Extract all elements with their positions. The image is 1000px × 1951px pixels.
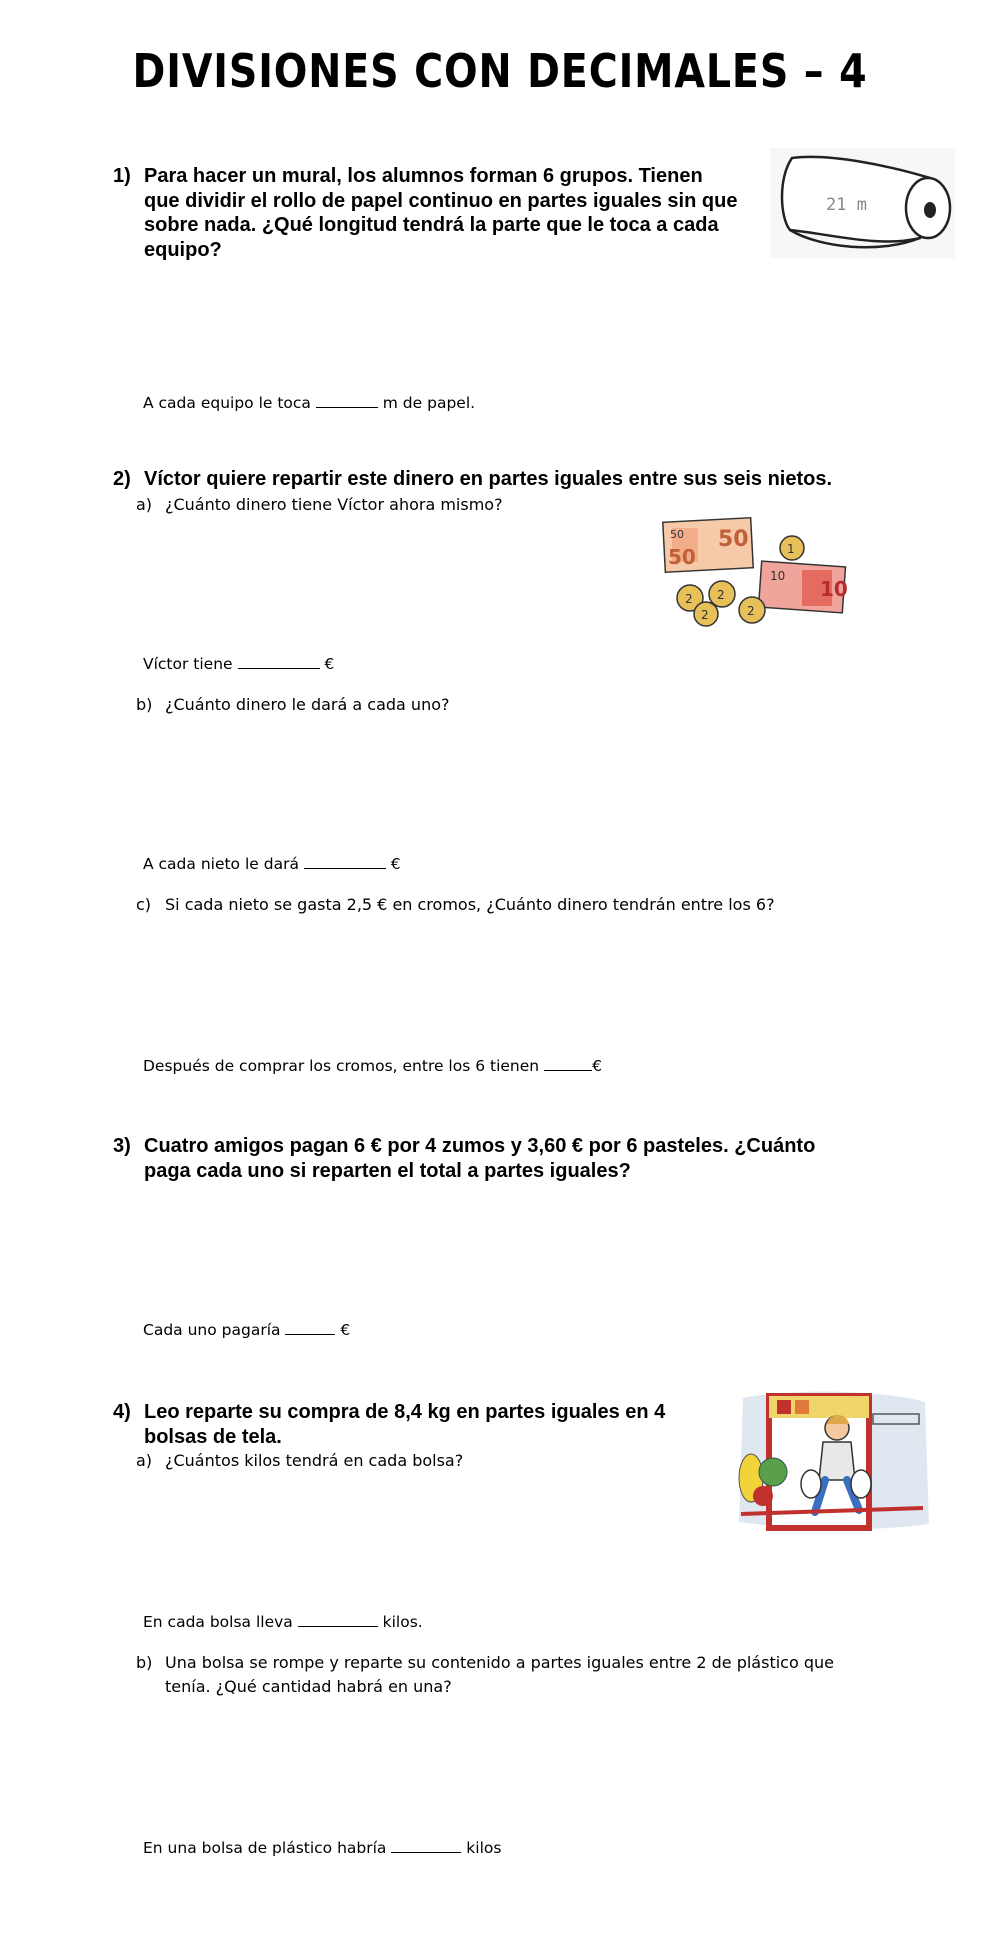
paper-roll-illustration bbox=[770, 148, 955, 258]
question-number: 4) bbox=[113, 1401, 131, 1423]
money-illustration bbox=[662, 516, 852, 628]
question-line: equipo? bbox=[144, 238, 222, 261]
answer-blank[interactable] bbox=[391, 1838, 461, 1853]
answer-blank[interactable] bbox=[285, 1320, 335, 1335]
question-line: Cuatro amigos pagan 6 € por 4 zumos y 3,60 € por 6 pasteles. ¿Cuánto bbox=[144, 1135, 816, 1157]
question-2a: a) ¿Cuánto dinero tiene Víctor ahora mismo? bbox=[136, 495, 503, 514]
svg-text:50: 50 bbox=[670, 528, 684, 541]
answer-line-3: Cada uno pagaría € bbox=[143, 1321, 351, 1339]
svg-text:10: 10 bbox=[820, 577, 848, 601]
svg-text:2: 2 bbox=[747, 604, 755, 618]
answer-blank[interactable] bbox=[298, 1612, 378, 1627]
answer-blank[interactable] bbox=[304, 854, 386, 869]
answer-blank[interactable] bbox=[238, 654, 320, 669]
answer-blank[interactable] bbox=[316, 393, 378, 408]
svg-text:2: 2 bbox=[717, 588, 725, 602]
question-1 bbox=[113, 164, 753, 264]
answer-line-1: A cada equipo le toca m de papel. bbox=[143, 394, 476, 412]
question-line: Una bolsa se rompe y reparte su contenido a partes iguales entre 2 de plástico que bbox=[165, 1653, 834, 1672]
question-3 bbox=[113, 1134, 953, 1186]
shopping-illustration bbox=[733, 1384, 933, 1532]
svg-text:2: 2 bbox=[701, 608, 709, 622]
question-text bbox=[144, 1400, 665, 1449]
question-4a: a) ¿Cuántos kilos tendrá en cada bolsa? bbox=[136, 1451, 464, 1470]
answer-line-4a: En cada bolsa lleva kilos. bbox=[143, 1613, 423, 1631]
answer-line-2c: Después de comprar los cromos, entre los 6 tienen € bbox=[143, 1057, 602, 1075]
question-line: paga cada uno si reparten el total a partes iguales? bbox=[144, 1159, 631, 1182]
question-text bbox=[144, 164, 737, 262]
svg-text:50: 50 bbox=[668, 545, 696, 569]
question-number: 3) bbox=[113, 1135, 131, 1157]
question-number: 2) bbox=[113, 468, 131, 490]
question-2c: c) Si cada nieto se gasta 2,5 € en cromos, ¿Cuánto dinero tendrán entre los 6? bbox=[136, 895, 775, 914]
answer-blank[interactable] bbox=[544, 1056, 592, 1071]
svg-text:50: 50 bbox=[718, 527, 749, 552]
question-2b: b) ¿Cuánto dinero le dará a cada uno? bbox=[136, 695, 450, 714]
svg-text:10: 10 bbox=[770, 569, 786, 583]
question-4b: b) Una bolsa se rompe y reparte su contenido a partes iguales entre 2 de plástico que tenía. ¿Qué cantidad habrá en una? bbox=[136, 1651, 956, 1703]
answer-line-2b: A cada nieto le dará € bbox=[143, 855, 401, 873]
question-line: que dividir el rollo de papel continuo en partes iguales sin que bbox=[144, 189, 738, 212]
question-line: tenía. ¿Qué cantidad habrá en una? bbox=[165, 1677, 452, 1696]
question-line: bolsas de tela. bbox=[144, 1425, 282, 1448]
svg-text:1: 1 bbox=[787, 542, 795, 556]
question-text: Víctor quiere repartir este dinero en partes iguales entre sus seis nietos. bbox=[144, 468, 833, 490]
page-title: DIVISIONES CON DECIMALES – 4 bbox=[132, 44, 868, 98]
question-2 bbox=[113, 467, 953, 495]
question-4 bbox=[113, 1400, 733, 1452]
svg-text:2: 2 bbox=[685, 592, 693, 606]
answer-line-4b: En una bolsa de plástico habría kilos bbox=[143, 1839, 502, 1857]
question-line: Para hacer un mural, los alumnos forman 6 grupos. Tienen bbox=[144, 165, 703, 187]
question-line: sobre nada. ¿Qué longitud tendrá la parte que le toca a cada bbox=[144, 214, 719, 236]
question-number: 1) bbox=[113, 165, 131, 187]
question-line: Leo reparte su compra de 8,4 kg en partes iguales en 4 bbox=[144, 1401, 666, 1423]
roll-length-label: 21 m bbox=[826, 195, 867, 215]
question-text bbox=[144, 1134, 815, 1183]
answer-line-2a: Víctor tiene € bbox=[143, 655, 335, 673]
